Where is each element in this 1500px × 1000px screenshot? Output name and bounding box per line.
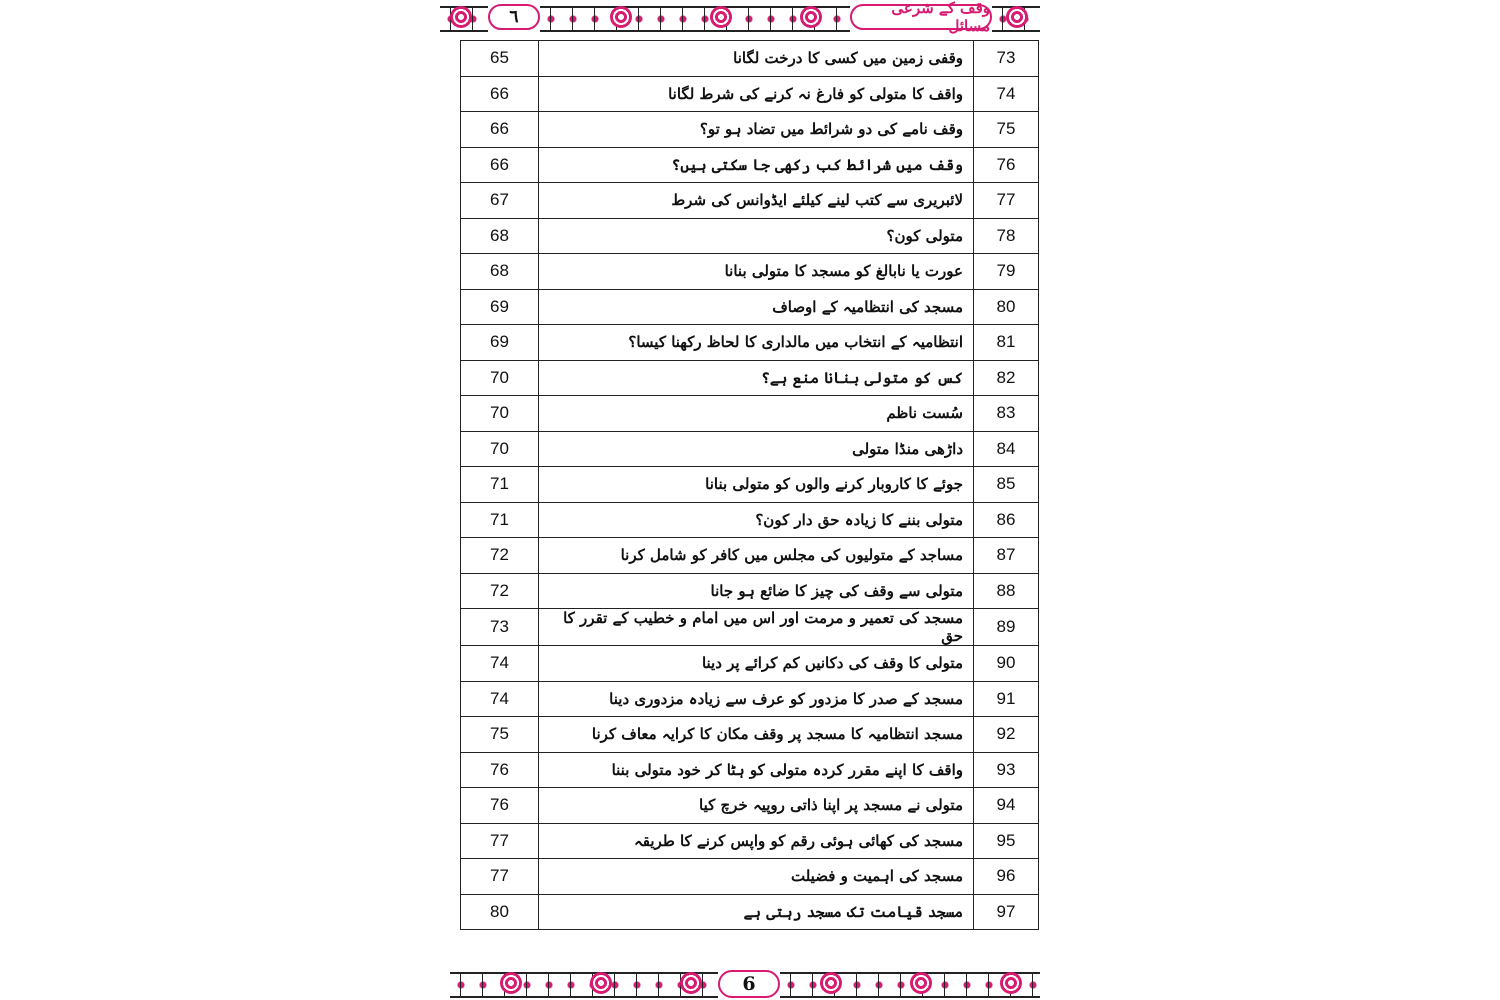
header-title: وقف کے شرعی مسائل [891, 0, 990, 35]
serial-number-cell: 84 [974, 431, 1039, 467]
table-row [461, 147, 1039, 183]
page-number-cell: 65 [461, 41, 539, 77]
ornamental-border [450, 972, 718, 998]
serial-number-cell: 82 [974, 360, 1039, 396]
serial-number-cell: 89 [974, 609, 1039, 646]
rosette-ornament-icon [590, 972, 612, 994]
topic-title-cell: متولی کون؟ [539, 218, 974, 254]
topic-title-cell: مسجد کی اہمیت و فضیلت [539, 859, 974, 895]
page [440, 0, 1060, 1000]
page-number-cell: 68 [461, 218, 539, 254]
topic-title-cell: مساجد کے متولیوں کی مجلس میں کافر کو شامل کرنا [539, 538, 974, 574]
serial-number-cell: 92 [974, 717, 1039, 753]
page-number-cell: 77 [461, 859, 539, 895]
page-number-cell: 71 [461, 502, 539, 538]
topic-title-cell: کس کو متولی بنانا منع ہے؟ [539, 360, 974, 396]
serial-number-cell: 97 [974, 894, 1039, 930]
serial-number-cell: 94 [974, 788, 1039, 824]
table-row [461, 431, 1039, 467]
page-number-cell: 73 [461, 609, 539, 646]
table-row [461, 325, 1039, 361]
page-number-cell: 76 [461, 788, 539, 824]
serial-number-cell: 83 [974, 396, 1039, 432]
table-row [461, 360, 1039, 396]
page-number-cell: 70 [461, 431, 539, 467]
serial-number-cell: 75 [974, 112, 1039, 148]
rosette-ornament-icon [910, 972, 932, 994]
table-row [461, 254, 1039, 290]
rosette-ornament-icon [710, 6, 732, 28]
topic-title-cell: مسجد کے صدر کا مزدور کو عرف سے زیادہ مزدوری دینا [539, 681, 974, 717]
footer-page-cartouche [718, 970, 780, 998]
page-number-cell: 75 [461, 717, 539, 753]
topic-title-cell: مسجد کی انتظامیہ کے اوصاف [539, 289, 974, 325]
topic-title-cell: وقفی زمین میں کسی کا درخت لگانا [539, 41, 974, 77]
topic-title-cell: عورت یا نابالغ کو مسجد کا متولی بنانا [539, 254, 974, 290]
page-number-cell: 72 [461, 538, 539, 574]
serial-number-cell: 90 [974, 646, 1039, 682]
topic-title-cell: متولی نے مسجد پر اپنا ذاتی روپیہ خرچ کیا [539, 788, 974, 824]
topic-title-cell: وقف میں شرائط کب رکھی جا سکتی ہیں؟ [539, 147, 974, 183]
page-number-cell: 66 [461, 112, 539, 148]
page-number-cell: 66 [461, 76, 539, 112]
table-row [461, 788, 1039, 824]
page-number-cell: 74 [461, 646, 539, 682]
page-number-cell: 80 [461, 894, 539, 930]
table-row [461, 41, 1039, 77]
page-number-cell: 71 [461, 467, 539, 503]
topic-title-cell: متولی سے وقف کی چیز کا ضائع ہو جانا [539, 573, 974, 609]
page-header [440, 2, 1060, 34]
table-row [461, 717, 1039, 753]
topic-title-cell: واقف کا اپنے مقرر کردہ متولی کو ہٹا کر خود متولی بننا [539, 752, 974, 788]
page-number-cell: 72 [461, 573, 539, 609]
table-row [461, 573, 1039, 609]
topic-title-cell: مسجد کی تعمیر و مرمت اور اس میں امام و خطیب کے تقرر کا حق [539, 609, 974, 646]
serial-number-cell: 81 [974, 325, 1039, 361]
rosette-ornament-icon [450, 6, 472, 28]
page-number-cell: 66 [461, 147, 539, 183]
table-row [461, 76, 1039, 112]
topic-title-cell: مسجد قیامت تک مسجد رہتی ہے [539, 894, 974, 930]
serial-number-cell: 74 [974, 76, 1039, 112]
page-number-cell: 77 [461, 823, 539, 859]
table-row [461, 538, 1039, 574]
header-page-number: ٦ [509, 7, 519, 27]
header-page-cartouche [488, 4, 540, 30]
header-title-cartouche [850, 0, 992, 35]
table-row [461, 752, 1039, 788]
rosette-ornament-icon [610, 6, 632, 28]
contents-table [460, 40, 1039, 930]
rosette-ornament-icon [1000, 972, 1022, 994]
topic-title-cell: واقف کا متولی کو فارغ نہ کرنے کی شرط لگانا [539, 76, 974, 112]
serial-number-cell: 88 [974, 573, 1039, 609]
rosette-ornament-icon [800, 6, 822, 28]
table-row [461, 646, 1039, 682]
page-number-cell: 70 [461, 360, 539, 396]
footer-page-number: 6 [742, 973, 756, 995]
table-row [461, 467, 1039, 503]
topic-title-cell: متولی کا وقف کی دکانیں کم کرائے پر دینا [539, 646, 974, 682]
table-row [461, 502, 1039, 538]
table-row [461, 183, 1039, 219]
page-number-cell: 76 [461, 752, 539, 788]
serial-number-cell: 85 [974, 467, 1039, 503]
rosette-ornament-icon [680, 972, 702, 994]
page-number-cell: 70 [461, 396, 539, 432]
page-number-cell: 67 [461, 183, 539, 219]
page-number-cell: 68 [461, 254, 539, 290]
topic-title-cell: مسجد انتظامیہ کا مسجد پر وقف مکان کا کرایہ معاف کرنا [539, 717, 974, 753]
serial-number-cell: 96 [974, 859, 1039, 895]
topic-title-cell: وقف نامے کی دو شرائط میں تضاد ہو تو؟ [539, 112, 974, 148]
table-row [461, 681, 1039, 717]
table-row [461, 396, 1039, 432]
topic-title-cell: سُست ناظم [539, 396, 974, 432]
topic-title-cell: لائبریری سے کتب لینے کیلئے ایڈوانس کی شرط [539, 183, 974, 219]
topic-title-cell: متولی بننے کا زیادہ حق دار کون؟ [539, 502, 974, 538]
page-footer [440, 968, 1060, 998]
table-row [461, 112, 1039, 148]
serial-number-cell: 93 [974, 752, 1039, 788]
table-row [461, 218, 1039, 254]
table-row [461, 823, 1039, 859]
serial-number-cell: 77 [974, 183, 1039, 219]
topic-title-cell: داڑھی منڈا متولی [539, 431, 974, 467]
rosette-ornament-icon [1006, 6, 1028, 28]
topic-title-cell: مسجد کی کھائی ہوئی رقم کو واپس کرنے کا طریقہ [539, 823, 974, 859]
table-row [461, 289, 1039, 325]
serial-number-cell: 95 [974, 823, 1039, 859]
serial-number-cell: 73 [974, 41, 1039, 77]
serial-number-cell: 80 [974, 289, 1039, 325]
serial-number-cell: 78 [974, 218, 1039, 254]
page-number-cell: 69 [461, 289, 539, 325]
serial-number-cell: 79 [974, 254, 1039, 290]
rosette-ornament-icon [500, 972, 522, 994]
rosette-ornament-icon [820, 972, 842, 994]
table-row [461, 894, 1039, 930]
topic-title-cell: جوئے کا کاروبار کرنے والوں کو متولی بنانا [539, 467, 974, 503]
table-row [461, 859, 1039, 895]
topic-title-cell: انتظامیہ کے انتخاب میں مالداری کا لحاظ رکھنا کیسا؟ [539, 325, 974, 361]
page-number-cell: 69 [461, 325, 539, 361]
serial-number-cell: 91 [974, 681, 1039, 717]
serial-number-cell: 86 [974, 502, 1039, 538]
page-number-cell: 74 [461, 681, 539, 717]
serial-number-cell: 87 [974, 538, 1039, 574]
table-row [461, 609, 1039, 646]
serial-number-cell: 76 [974, 147, 1039, 183]
